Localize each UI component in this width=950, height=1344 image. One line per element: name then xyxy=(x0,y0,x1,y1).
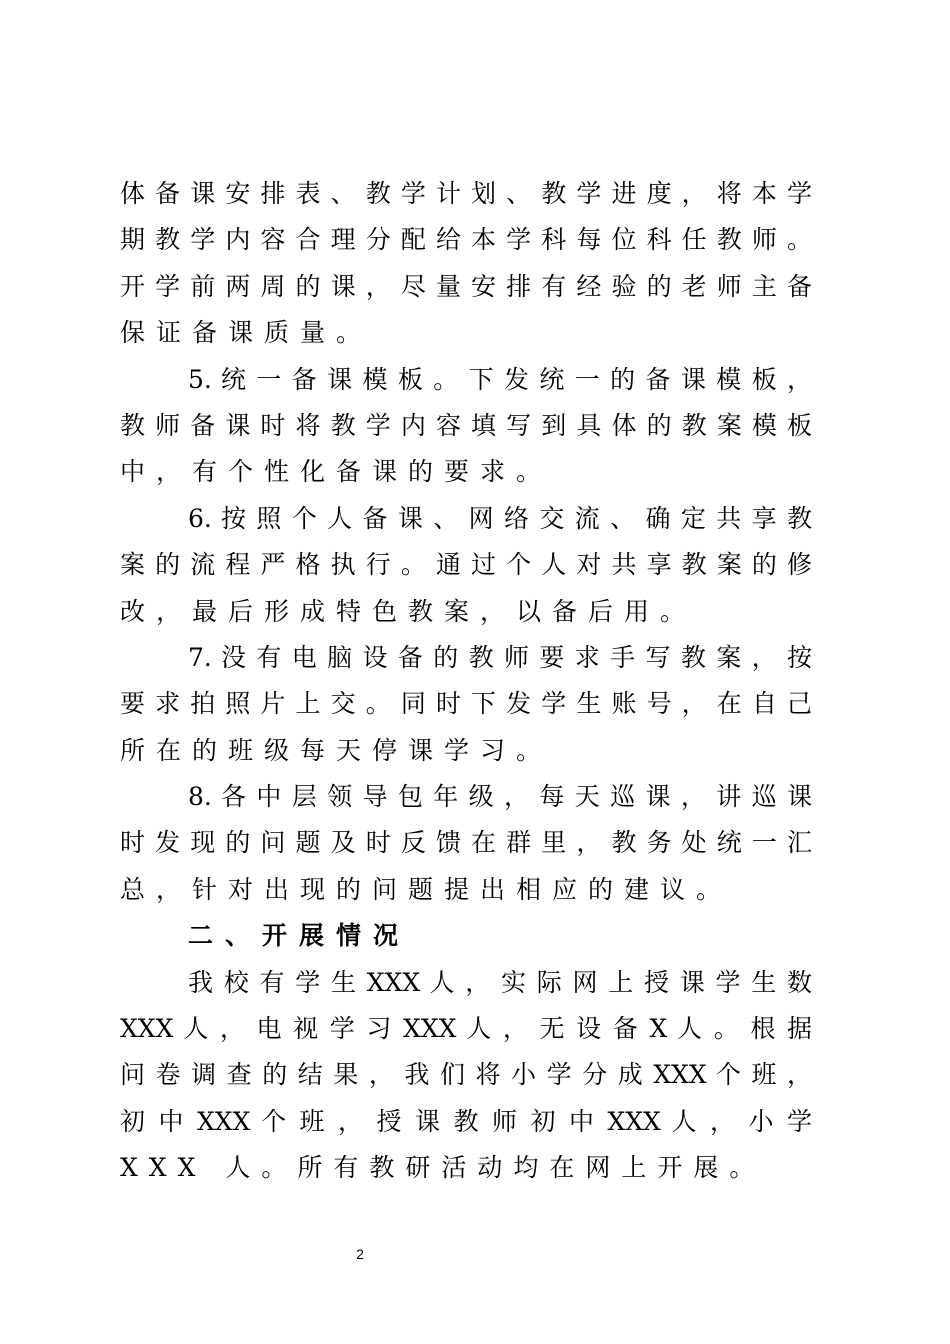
text-line: 体 备 课 安 排 表 、 教 学 计 划 、 教 学 进 度 ， 将 本 学 xyxy=(120,179,812,208)
list-item-5: 5. 统 一 备 课 模 板 。 下 发 统 一 的 备 课 模 板 ， xyxy=(188,364,812,394)
text-line: 要 求 拍 照 片 上 交 。 同 时 下 发 学 生 账 号 ， 在 自 己 xyxy=(120,689,812,719)
section-heading: 二、开展情况 xyxy=(188,921,411,951)
list-item-7: 7. 没 有 电 脑 设 备 的 教 师 要 求 手 写 教 案 ， 按 xyxy=(188,642,812,672)
text-line: XXX 人 ， 电 视 学 习 XXX 人 ， 无 设 备 X 人 。 根 据 xyxy=(120,1014,812,1044)
list-item-6: 6. 按 照 个 人 备 课 、 网 络 交 流 、 确 定 共 享 教 xyxy=(188,503,812,533)
text-line: 教 师 备 课 时 将 教 学 内 容 填 写 到 具 体 的 教 案 模 板 xyxy=(120,410,812,440)
document-body xyxy=(120,171,812,1192)
text-line: 开 学 前 两 周 的 课 ， 尽 量 安 排 有 经 验 的 老 师 主 备 xyxy=(120,271,812,301)
text-line: 所在的班级每天停课学习。 xyxy=(120,735,553,765)
text-line: 时 发 现 的 问 题 及 时 反 馈 在 群 里 ， 教 务 处 统 一 汇 xyxy=(120,828,812,858)
text-line: 改，最后形成特色教案，以备后用。 xyxy=(120,596,697,626)
page-number: 2 xyxy=(356,1246,364,1262)
paragraph-start: 我 校 有 学 生 XXX 人 ， 实 际 网 上 授 课 学 生 数 xyxy=(188,967,812,997)
list-item-8: 8. 各 中 层 领 导 包 年 级 ， 每 天 巡 课 ， 讲 巡 课 xyxy=(188,782,812,812)
text-line: 总，针对出现的问题提出相应的建议。 xyxy=(120,874,733,904)
text-line: 问 卷 调 查 的 结 果 ， 我 们 将 小 学 分 成 XXX 个 班 ， xyxy=(120,1060,812,1090)
text-line: XXX 人。所有教研活动均在网上开展。 xyxy=(120,1153,766,1183)
text-line: 案 的 流 程 严 格 执 行 。 通 过 个 人 对 共 享 教 案 的 修 xyxy=(120,550,812,580)
text-line: 期 教 学 内 容 合 理 分 配 给 本 学 科 每 位 科 任 教 师 。 xyxy=(120,225,812,255)
text-line: 初 中 XXX 个 班 ， 授 课 教 师 初 中 XXX 人 ， 小 学 xyxy=(120,1106,812,1136)
text-line: 中，有个性化备课的要求。 xyxy=(120,457,553,487)
text-line: 保证备课质量。 xyxy=(120,318,373,348)
